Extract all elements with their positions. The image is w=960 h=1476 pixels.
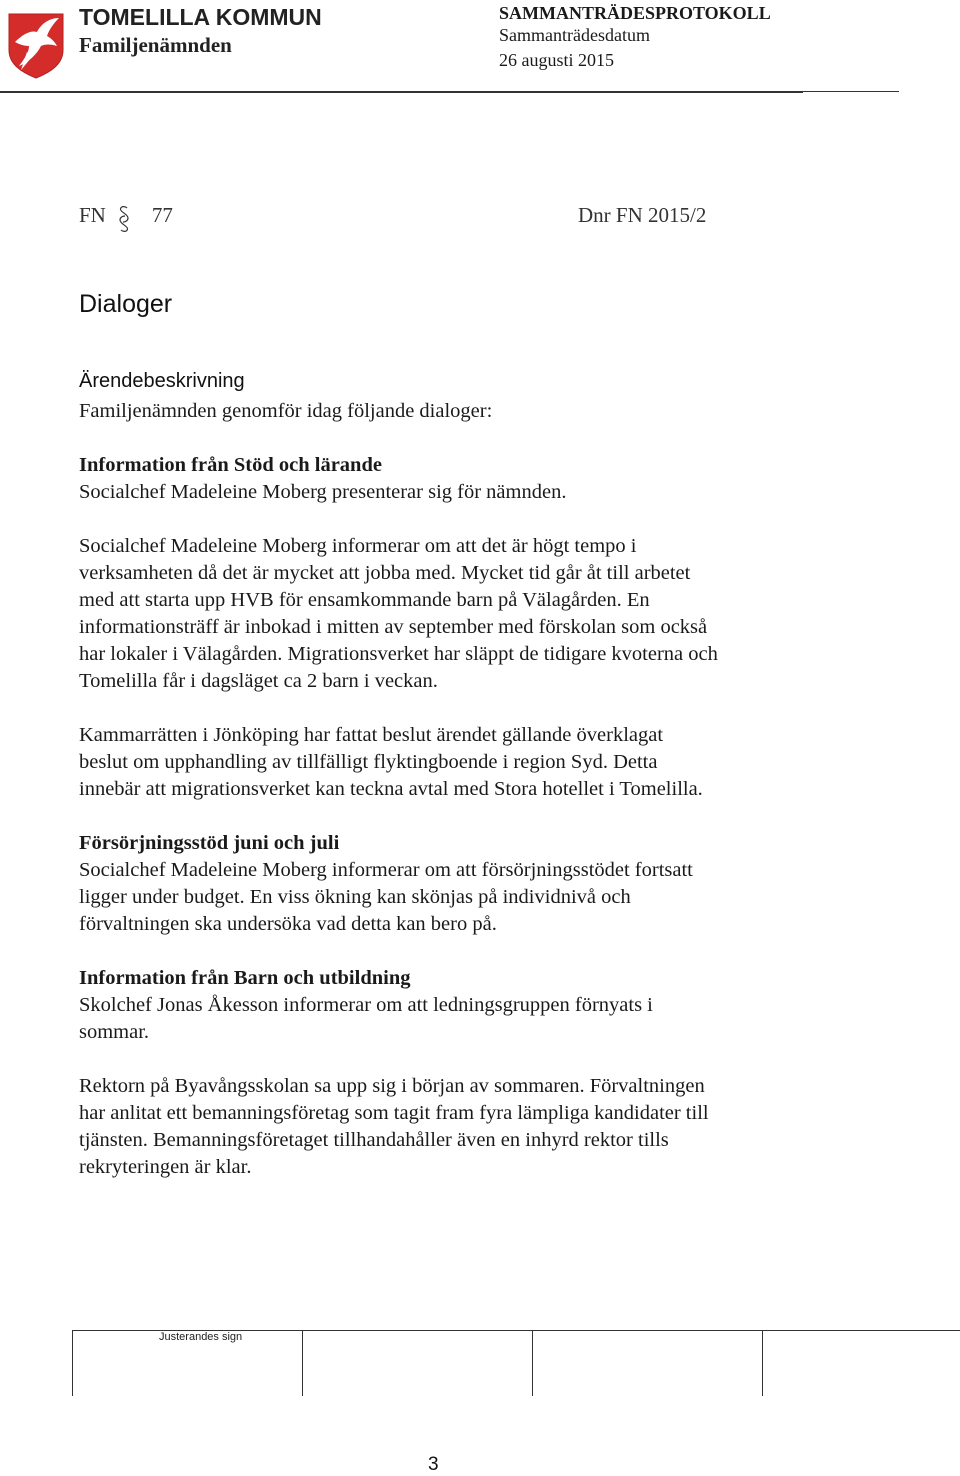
text-line: verksamheten då det är mycket att jobba med. Mycket tid går åt till arbetet (79, 562, 691, 584)
header-divider (0, 91, 803, 93)
section-heading: Försörjningsstöd juni och juli (79, 832, 340, 854)
text-line: Kammarrätten i Jönköping har fattat beslut ärendet gällande överklagat (79, 724, 664, 746)
case-title: Dialoger (79, 290, 173, 318)
text-line: Socialchef Madeleine Moberg informerar om att försörjningsstödet fortsatt (79, 859, 693, 881)
org-name: TOMELILLA KOMMUN (79, 4, 322, 30)
text-line: Tomelilla får i dagsläget ca 2 barn i veckan. (79, 670, 438, 692)
paragraph (79, 857, 819, 938)
text-line: förvaltningen ska undersöka vad detta kan bero på. (79, 913, 497, 935)
signature-box-divider (302, 1330, 303, 1396)
text-line: har lokaler i Välagården. Migrationsverket har släppt de tidigare kvoterna och (79, 643, 718, 665)
text-line: Skolchef Jonas Åkesson informerar om att ledningsgruppen förnyats i (79, 994, 653, 1016)
text-line: ligger under budget. En viss ökning kan skönjas på individnivå och (79, 886, 631, 908)
section-barn-och-utbildning (79, 965, 819, 1181)
paragraph (79, 722, 819, 803)
section-heading: Information från Barn och utbildning (79, 967, 411, 989)
text-line: sommar. (79, 1021, 150, 1043)
text-line: Socialchef Madeleine Moberg presenterar sig för nämnden. (79, 481, 567, 503)
text-line: har anlitat ett bemanningsföretag som tagit fram fyra lämpliga kandidater till (79, 1102, 709, 1124)
text-line: rekryteringen är klar. (79, 1156, 252, 1178)
paragraph (79, 1073, 819, 1181)
meeting-date-label: Sammanträdesdatum (499, 25, 650, 45)
case-number-prefix: FN (79, 203, 106, 227)
diary-number: Dnr FN 2015/2 (578, 203, 707, 227)
signature-label: Justerandes sign (159, 1331, 243, 1343)
paragraph (79, 992, 819, 1046)
case-description (79, 398, 819, 1181)
meeting-date: 26 augusti 2015 (499, 50, 614, 70)
section-forsorjningsstod (79, 830, 819, 938)
intro-text: Familjenämnden genomför idag följande dialoger: (79, 400, 493, 422)
section-title: Ärendebeskrivning (79, 370, 245, 392)
text-line: beslut om upphandling av tillfälligt flyktingboende i region Syd. Detta (79, 751, 658, 773)
text-line: innebär att migrationsverket kan teckna avtal med Stora hotellet i Tomelilla. (79, 778, 703, 800)
header-divider-right (803, 91, 899, 92)
case-number-value: 77 (151, 203, 173, 227)
text-line: tjänsten. Bemanningsföretaget tillhandahåller även en inhyrd rektor tills (79, 1129, 669, 1151)
paragraph (79, 533, 819, 695)
section-stod-och-larande (79, 452, 819, 803)
section-sign-icon (118, 205, 130, 233)
signature-box-divider (762, 1330, 763, 1396)
paragraph (79, 479, 819, 506)
page-number: 3 (428, 1454, 439, 1475)
municipal-coat-of-arms-icon (7, 12, 65, 80)
committee-name: Familjenämnden (79, 33, 232, 57)
document-type: SAMMANTRÄDESPROTOKOLL (499, 3, 771, 23)
signature-box-divider (72, 1330, 73, 1396)
text-line: Rektorn på Byavångsskolan sa upp sig i början av sommaren. Förvaltningen (79, 1075, 705, 1097)
section-heading: Information från Stöd och lärande (79, 454, 382, 476)
signature-box-divider (532, 1330, 533, 1396)
text-line: Socialchef Madeleine Moberg informerar om att det är högt tempo i (79, 535, 637, 557)
text-line: informationsträff är inbokad i mitten av september med förskolan som också (79, 616, 708, 638)
text-line: med att starta upp HVB för ensamkommande barn på Välagården. En (79, 589, 650, 611)
